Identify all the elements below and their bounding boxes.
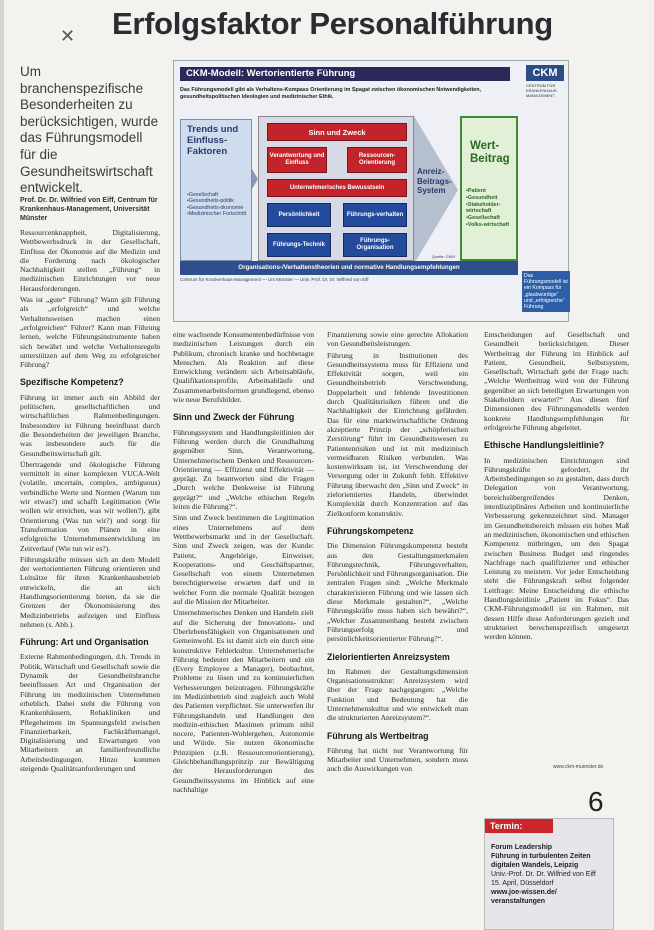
termin-line: Univ.-Prof. Dr. Dr. Wilfried von Eiff — [491, 871, 596, 878]
paragraph: Was ist „gute“ Führung? Wann gilt Führung als „erfolgreich“ und welche Verhaltensweisen machen einen „erfolgreichen“ Führer? Kann man Führung lernen, welche Führungsinstrumente haben sich bewährt und welche Verhaltensregeln unterstützen auf dem Weg zu erfolgreicher Führung? — [20, 295, 160, 370]
box-bewusstsein: Unternehmerisches Bewusstsein — [267, 179, 407, 197]
paragraph: Ressourcenknappheit, Digitalisierung, Wettbewerbsdruck in der Gesellschaft, Einfluss der Ökonomie auf die Medizin und die Forderung nach ökologischer Nachhaltigkeit stellen „Führung“ in medizinischen Einrichtungen vor neue Herausforderungen. — [20, 228, 160, 293]
decorative-x-mark: ✕ — [60, 26, 76, 47]
wert-items: •Patient •Gesundheit •Stakeholder-wirtschaft •Gesellschaft •Volks-wirtschaft — [466, 188, 510, 228]
termin-line: Führung in turbulenten Zeiten — [491, 853, 591, 860]
paragraph: Führung hat nicht nur Verantwortung für Mitarbeiter und Unternehmen, sondern muss auch die Auswirkungen von — [327, 745, 468, 774]
box-organisation: Führungs-Organisation — [343, 233, 407, 257]
section-heading: Ethische Handlungsleitlinie? — [484, 440, 605, 451]
diagram-title: CKM-Modell: Wertorientierte Führung — [180, 67, 510, 81]
page-edge-shadow — [0, 0, 4, 930]
box-sinn-zweck: Sinn und Zweck — [267, 123, 407, 141]
core-framework — [258, 116, 414, 261]
box-persoenlichkeit: Persönlichkeit — [267, 203, 331, 227]
paragraph: Sinn und Zweck bestimmen die Legitimation eines Unternehmens auf dem Wettbewerbsmarkt und in der Gesellschaft. Sinn und Zweck zeigen, was der Kunde: Patient, Angehörige, Einweiser, Kooperations- und Geschäftspartner, Gesellschaft von einem Unternehmen berechtigterweise erwarten darf und in welcher Form die normale Qualität bezogen auf die Mission der Mitarbeiter. — [173, 513, 314, 607]
termin-box — [484, 818, 614, 930]
paragraph: Führungssystem und Handlungsleitlinien der Führung werden durch die Grundhaltung gegenüber Sinn, Verantwortung, Unternehmerischem Denken und Ressourcen-Orientierung — Effizienz und Effektivität — geprägt. Zu beantworten sind die Fragen „Durch welche Denkweise ist Führung geprägt?“ und „Welche ethischen Regeln leiten die Führung?“. — [173, 427, 314, 512]
paragraph: Finanzierung sowie eine gerechte Allokation von Gesundheitsleistungen. — [327, 330, 468, 349]
intro-lead: Um branchenspezifische Besonderheiten zu berücksichtigen, wurde das Führungsmodell für die Gesundheitswirtschaft entwickelt. — [20, 64, 159, 196]
paragraph: Unternehmerisches Denken und Handeln zielt auf die Sicherung der Innovations- und Überlebensfähigkeit von Organisationen und Gemeinwohl. Es ist damit sich ein durch eine konstruktive Fehlerkultur. Unternehmerische Führung bedeutet den Mitarbeitern und ein (Every Employee a Manager), beobachtet, Probleme zu lösen und zu kontinuierlichen Verbesserungen beizutragen. Führungskräfte im Medizinbetrieb sind zugleich auch Wohl des Patienten verpflichtet. Sie unterwerfen ihr Führungshandeln und Handlungen den medizin-ethischen Maximen primum nihil nocere, Patienten-Wohlergehen, Autonomie und Würde. Sie nutzen ökonomische Prinzipien (z.B. Ressourcenorientierung), Gleichbehandlungsprinzip zur Bewältigung der Herausforderungen des Gesundheitssystems im Hinblick auf eine nachhaltige — [173, 608, 314, 794]
ckm-model-diagram — [173, 60, 569, 322]
termin-line: 15. April, Düsseldorf — [491, 880, 554, 887]
paragraph: Im Rahmen der Gestaltungsdimension Organisationsstruktur: Anreizsystem wird über der Frage nachgegangen: „Welche Funktion und Bedeutung hat die Unternehmenskultur und wie entwickelt man die strukturierten Anreizsystem?“. — [327, 666, 468, 723]
termin-header: Termin: — [485, 819, 553, 833]
diagram-credit: Quelle: CKM — [432, 254, 455, 259]
paragraph: Führung ist immer auch ein Abbild der politischen, gesellschaftlichen und wirtschaftlichen Rahmenbedingungen. Insbesondere ist Führung beeinflusst durch die Besonderheiten der jeweiligen Branche, was insbesondere auch für die Gesundheitswirtschaft gilt. — [20, 392, 160, 458]
section-heading: Zielorientierten Anreizsystem — [327, 651, 450, 662]
section-heading: Führungskompetenz — [327, 525, 414, 536]
section-heading: Spezifische Kompetenz? — [20, 377, 124, 388]
diagram-copyright: Centrum für Krankenhaus-Management — Uni Münster — Univ. Prof. Dr. Dr. Wilfried von Eiff — [180, 277, 369, 282]
paragraph: eine wachsende Konsumentenbedürfnisse von medizinischen Leistungen durch ein Publikum, chronisch kranke und hochbetagte Menschen. Als Reaktion auf diese Entwicklung verändern sich Arbeitsabläufe, Qualifikationsprofile, Arbeitsabläufe und Zusammenarbeitsformen grundlegend, ebenso wie neue Berufsbilder. — [173, 330, 314, 405]
paragraph: Führung in Institutionen des Gesundheitssystems muss für Effizienz und Effektivität sorgen, weil ein Gesundheitsbetrieb Verschwendung, Doppelarbeit und fehlende Investitionen durch Qualitätsrisiken führen und die Nachhaltigkeit der Einrichtung gefährden. Das für eine marktwirtschaftliche Ordnung akzeptierte Prinzip der „schöpferischen Zerstörung“ führt im Gesundheitswesen zu Patientenrisiken und ist mit medizinisch vermeidbaren Risiken verbunden. Was kostenwirksam ist, ist Verschwendung der Versorgung oder in Zukunft fehlt. Effektive Führung überwacht den „Sinn und Zweck“ in zielorientiertes Handeln, überwindet Komplexität durch Konzentration auf das Zielkonform konstruktiv. — [327, 350, 468, 518]
termin-link[interactable]: veranstaltungen — [491, 898, 546, 905]
column-2 — [173, 330, 314, 930]
paragraph: Führungskräfte müssen sich an dem Modell der wertorientierten Führung orientieren und Leitsätze für ihren Krankenhausbetrieb entwickeln, die an sich Handlungsorientierung bieten, da sie die Grenzen der Ökonomisierung des Medizinbetriebs aufzeigen und Einfluss nehmen (s. Abb.). — [20, 554, 160, 629]
box-ressourcen: Ressourcen-Orientierung — [347, 147, 407, 173]
column-4 — [484, 330, 629, 762]
termin-body — [491, 843, 611, 906]
author-line: Prof. Dr. Dr. Wilfried von Eiff, Centrum für Krankenhaus-Management, Universität Münster — [20, 197, 158, 222]
ckm-logo: CKM — [526, 65, 564, 81]
section-heading: Führung: Art und Organisation — [20, 637, 149, 648]
page-number: 6 — [588, 786, 604, 817]
box-verhalten: Führungs-verhalten — [343, 203, 407, 227]
trends-title: Trends und Einfluss-Faktoren — [187, 124, 239, 157]
paragraph: Die Dimension Führungskompetenz besteht aus den Gestaltungsmerkmalen Führungstechnik, Führungsverhalten, Persönlichkeit und Führungsorganisation. Die zentralen Fragen sind: „Welche Merkmale charakterisieren Führung und wie lassen sich diese Merkmale gestalten?“, „Welche Führungskräfte muss haben sich bewährt?“, „Welcher Zusammenhang besteht zwischen Führungserfolg und persönlichkeitsorientierter Führung?“. — [327, 541, 468, 644]
trends-items: •Gesellschaft •Gesundheits-politik •Gesundheits-ökonomie •Medizinischer Fortschritt — [187, 192, 247, 218]
page-title: Erfolgsfaktor Personalführung — [112, 6, 553, 41]
wert-beitrag-box — [460, 116, 518, 261]
paragraph: Entscheidungen auf Gesellschaft und Gesundheit berücksichtigen. Dieser Wertbeitrag der Führung im Hinblick auf Patient, Gesundheit, Selbstsystem, Gesellschaft, Wirtschaft geht der Frage nach: „Welche Wertbeitrag wird von der Führung gegenüber an sich beteiligten Erwartungen von Stakeholdern erwartet?“ Aus diesen fünf Dimensionen des Führungsmodells werden konkrete Handlungsempfehlungen für erfolgreiche Führung abgeleitet. — [484, 330, 629, 432]
column-1 — [20, 228, 160, 930]
paragraph: Übertragende und ökologische Führung vermittelt in einer komplexen VUCA-Welt (volatile, uncertain, complex, ambiguous) verbindliche Werte und Normen (Warum tun wir etwas?) und schafft Legitimation (Wie wollen wir erreichen, was wir wollen?), gibt Orientierung (Was tun wir?) und sorgt für Transformation von Plänen in eine erfolgreiche Unternehmensentwicklung im Zeitverlauf (Wie tun wir es?). — [20, 459, 160, 553]
column-3 — [327, 330, 468, 930]
paragraph: In medizinischen Einrichtungen sind Führungskräfte gefordert, ihr Arbeitsbedingungen so zu gestalten, dass durch Delegation von Verantwortung, bereichsübergreifendes Denken, interdisziplinäres Arbeiten und kontinuierliche Verbesserung gekennzeichnet sind. Manager im Gesundheitsbereich müssen ein hohes Maß an medizinischen, ökonomischen und ethischen Kompetenz mitbringen, um den Spagat zwischen Business Budget und ringendes Nachfrage nach qualifizierter und ethischer Leistung zu meistern. Vor jeder Entscheidung steht die Führungskraft selbst folgender Leitfrage: Meine Entscheidung die ethische Handlungsleitlinie „Patient im Fokus“. Das CKM-Führungsmodell ist ein Rahmen, mit dessen Hilfe diese Anforderungen gezielt und strukturiert berechenspezifisch umgesetzt werden können. — [484, 455, 629, 642]
paragraph: Externe Rahmenbedingungen, d.h. Trends in Politik, Wirtschaft und Gesellschaft sowie die Dynamik der Gesundheitsbranche beeinflussen Art und Organisation der Führung im medizinischen Unternehmen erheblich. Dabei steht die Führung von Krankenhäusern, Rehakliniken und Pflegeheimen im Spannungsfeld zwischen Finanzierbarkeit, Fachkräftemangel, Digitalisierung und Erwartungen von Mitarbeitern an familienfreundliche Arbeitsbedingungen. Hinzu kommen steigende Qualitätsanforderungen und — [20, 652, 160, 774]
termin-line: digitalen Wandels, Leipzig — [491, 862, 579, 869]
diagram-subtitle: Das Führungsmodell gibt als Verhaltens-Kompass Orientierung im Spagat zwischen ökonomischen Notwendigkeiten, gesundheitspolitischen Ideologien und medizinischer Ethik. — [180, 87, 482, 100]
section-heading: Führung als Wertbeitrag — [327, 730, 429, 741]
box-verantwortung: Verantwortung und Einfluss — [267, 147, 327, 173]
ckm-logo-subtitle: CENTRUM FÜR KRANKENHAUS-MANAGEMENT — [526, 83, 558, 98]
footer-url[interactable]: www.ckm-muenster.de — [553, 764, 604, 770]
trends-box — [180, 119, 252, 261]
anreiz-label: Anreiz-Beitrags-System — [417, 167, 452, 195]
theory-bar: Organisations-/Verhaltenstheorien und normative Handlungsempfehlungen — [180, 261, 518, 275]
wert-title: Wert-Beitrag — [470, 140, 510, 165]
section-heading: Sinn und Zweck der Führung — [173, 412, 295, 423]
box-technik: Führungs-Technik — [267, 233, 331, 257]
diagram-callout: Das Führungsmodell ist ein Kompass für „glaubwürdige“ und „erfolgreiche“ Führung — [522, 271, 570, 312]
termin-line: Forum Leadership — [491, 844, 553, 851]
termin-link[interactable]: www.joe-wissen.de/ — [491, 889, 557, 896]
